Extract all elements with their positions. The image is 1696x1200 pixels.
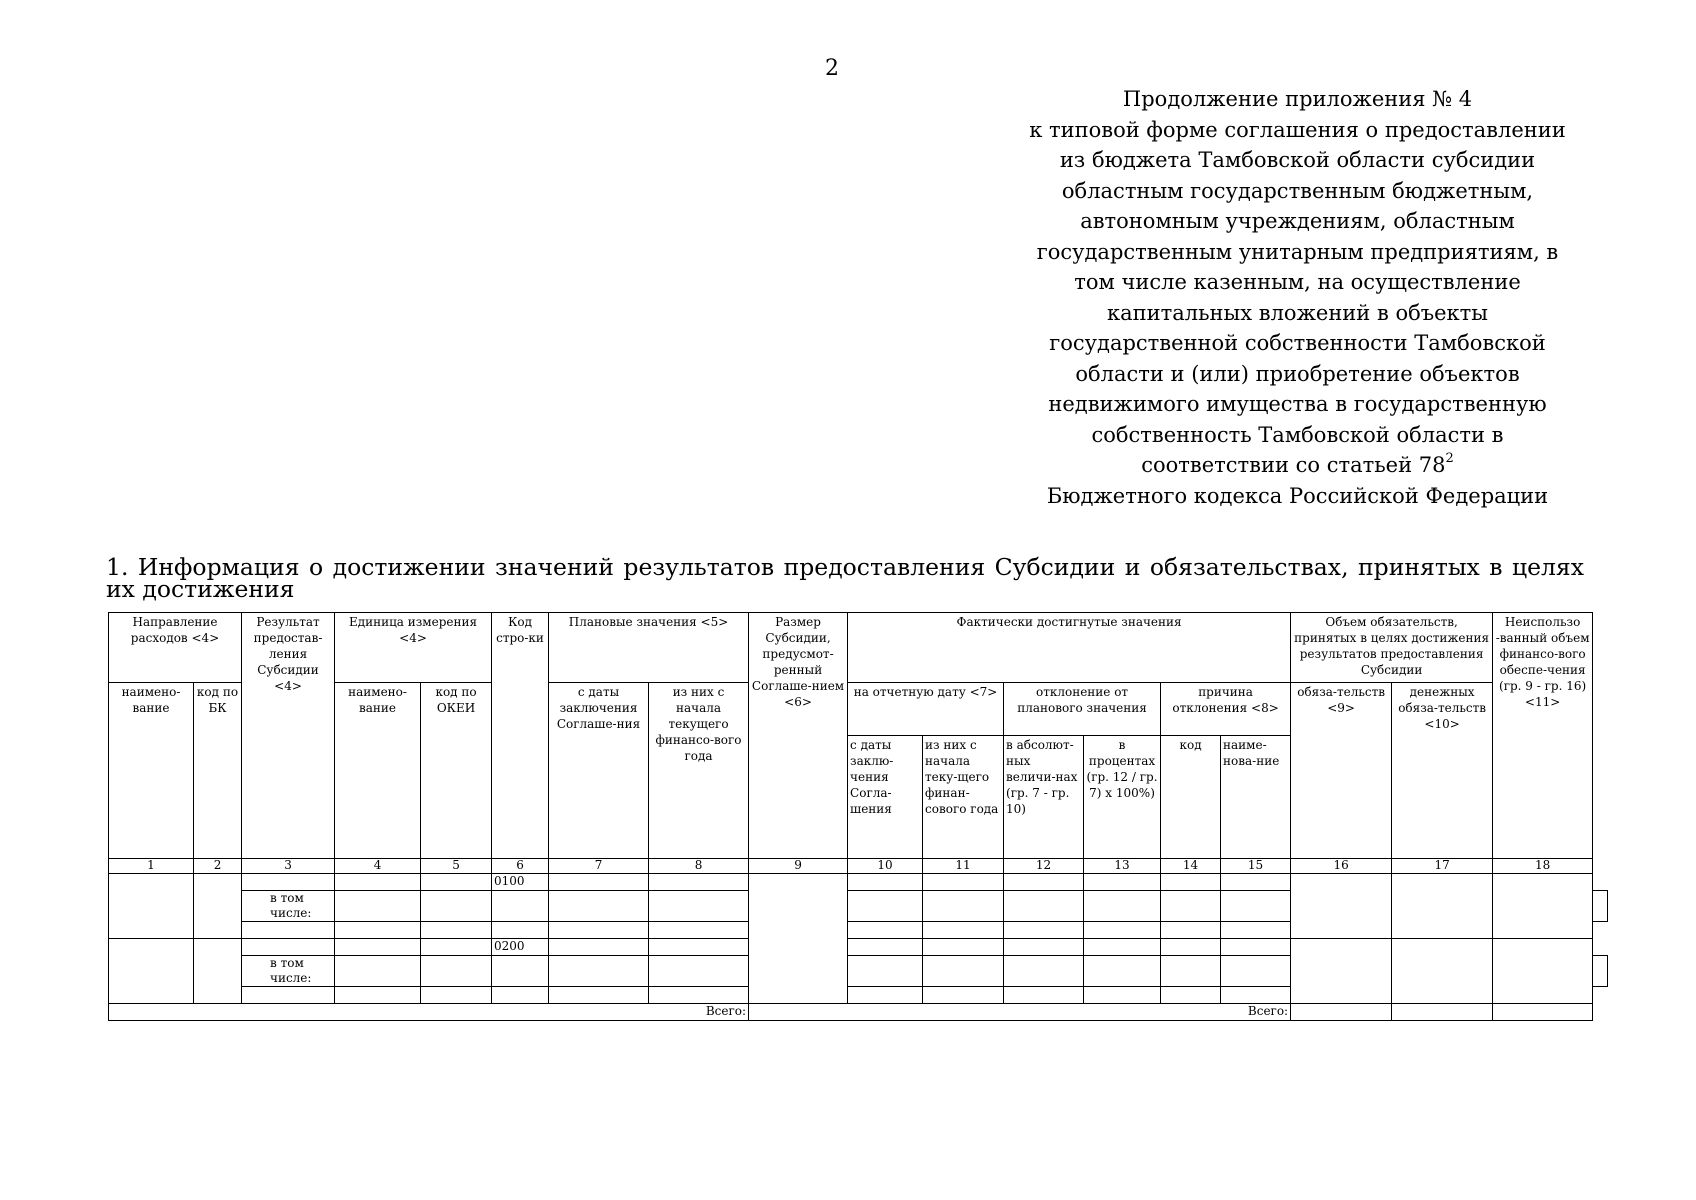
col-number: 8 (649, 859, 749, 874)
appendix-line: к типовой форме соглашения о предоставлении (1029, 117, 1566, 142)
header-rep-from: с даты заклю-чения Согла-шения (848, 736, 923, 859)
cell (492, 922, 549, 939)
appendix-line: Бюджетного кодекса Российской Федерации (1046, 483, 1549, 508)
cell (1084, 939, 1161, 956)
cell (1004, 956, 1084, 987)
cell (1084, 956, 1161, 987)
header-unit-code: код по ОКЕИ (421, 683, 492, 859)
achievement-table (108, 612, 1608, 1021)
header-abs: в абсолют-ных величи-нах (гр. 7 - гр. 10) (1004, 736, 1084, 859)
col-number: 17 (1392, 859, 1493, 874)
header-dir-code: код по БК (194, 683, 242, 859)
cell (492, 987, 549, 1004)
cell (649, 987, 749, 1004)
cell (335, 987, 421, 1004)
header-planned: Плановые значения <5> (549, 613, 749, 683)
col-number: 9 (749, 859, 848, 874)
cell (549, 874, 649, 891)
line-code-0100: 0100 (492, 874, 549, 891)
cell (1221, 987, 1291, 1004)
cell (1004, 922, 1084, 939)
header-pct: в процентах (гр. 12 / гр. 7) x 100%) (1084, 736, 1161, 859)
total-row (109, 1004, 1608, 1021)
cell (1291, 1004, 1392, 1021)
header-unit-name: наимено-вание (335, 683, 421, 859)
cell (848, 987, 923, 1004)
cell (421, 956, 492, 987)
cell (335, 956, 421, 987)
cell (649, 891, 749, 922)
cell (1004, 939, 1084, 956)
section-title: 1. Информация о достижении значений результатов предоставления Субсидии и обязательствах, принятых в целях их достижения (106, 553, 1584, 603)
header-plan-year: из них с начала текущего финансо-вого года (649, 683, 749, 859)
cell (421, 939, 492, 956)
cell (923, 891, 1004, 922)
cell (1291, 939, 1392, 1004)
including-label: в том числе: (242, 956, 335, 987)
col-number: 11 (923, 859, 1004, 874)
cell (492, 956, 549, 987)
header-direction: Направление расходов <4> (109, 613, 242, 683)
cell (335, 874, 421, 891)
cell (1221, 874, 1291, 891)
cell (649, 956, 749, 987)
appendix-line: автономным учреждениям, областным (1080, 209, 1515, 233)
cell (1004, 874, 1084, 891)
header-money: денежных обяза-тельств <10> (1392, 683, 1493, 859)
cell (1161, 922, 1221, 939)
appendix-line: области и (или) приобретение объектов (1075, 361, 1520, 386)
header-unused: Неиспользо -ванный объем финансо-вого обеспе-чения (гр. 9 - гр. 16) <11> (1493, 613, 1593, 859)
cell (1392, 1004, 1493, 1021)
cell (1084, 874, 1161, 891)
total-label-planned: Всего: (109, 1004, 749, 1021)
cell (242, 939, 335, 956)
header-result: Результат предостав-ления Субсидии <4> (242, 613, 335, 859)
header-obligations: Объем обязательств, принятых в целях достижения результатов предоставления Субсидии (1291, 613, 1493, 683)
col-number: 10 (848, 859, 923, 874)
col-number: 2 (194, 859, 242, 874)
header-report-date: на отчетную дату <7> (848, 683, 1004, 736)
header-reason-code: код (1161, 736, 1221, 859)
cell (923, 956, 1004, 987)
col-number: 7 (549, 859, 649, 874)
cell (848, 939, 923, 956)
cell (549, 939, 649, 956)
col-number: 16 (1291, 859, 1392, 874)
header-reason: причина отклонения <8> (1161, 683, 1291, 736)
cell (549, 891, 649, 922)
cell (1084, 891, 1161, 922)
header-obl: обяза-тельств <9> (1291, 683, 1392, 859)
table-row (109, 874, 1608, 891)
col-number: 18 (1493, 859, 1593, 874)
cell (923, 987, 1004, 1004)
cell (1593, 891, 1608, 922)
col-number: 3 (242, 859, 335, 874)
cell (242, 922, 335, 939)
total-label-actual: Всего: (749, 1004, 1291, 1021)
cell (1161, 939, 1221, 956)
cell (1493, 939, 1593, 1004)
cell (1221, 891, 1291, 922)
cell (923, 874, 1004, 891)
appendix-line-text: соответствии со статьей 78 (1141, 453, 1446, 477)
cell (242, 987, 335, 1004)
header-plan-from: с даты заключения Соглаше-ния (549, 683, 649, 859)
appendix-line: недвижимого имущества в государственную (1048, 392, 1547, 416)
cell (194, 874, 242, 939)
cell (1221, 939, 1291, 956)
cell (421, 874, 492, 891)
cell (649, 939, 749, 956)
cell (109, 939, 194, 1004)
cell (1221, 922, 1291, 939)
appendix-line: государственным унитарным предприятиям, в (1036, 239, 1559, 264)
article-superscript: 2 (1445, 451, 1454, 466)
col-number: 6 (492, 859, 549, 874)
col-number: 1 (109, 859, 194, 874)
cell (421, 891, 492, 922)
cell (1161, 987, 1221, 1004)
cell (1593, 956, 1608, 987)
table-row (109, 939, 1608, 956)
cell (649, 874, 749, 891)
cell (1493, 1004, 1593, 1021)
cell (923, 939, 1004, 956)
appendix-line: Продолжение приложения № 4 (1122, 87, 1473, 111)
cell (848, 922, 923, 939)
line-code-0200: 0200 (492, 939, 549, 956)
appendix-line: областным государственным бюджетным, (1061, 178, 1534, 203)
cell (1161, 874, 1221, 891)
cell (109, 874, 194, 939)
appendix-line: государственной собственности Тамбовской (1049, 331, 1546, 355)
col-number: 13 (1084, 859, 1161, 874)
cell (1291, 874, 1392, 939)
cell (923, 922, 1004, 939)
cell (749, 874, 848, 1004)
cell (194, 939, 242, 1004)
cell (421, 987, 492, 1004)
cell (1161, 956, 1221, 987)
cell (848, 956, 923, 987)
cell (549, 956, 649, 987)
appendix-header (1015, 84, 1580, 511)
cell (549, 922, 649, 939)
col-number: 15 (1221, 859, 1291, 874)
col-number: 5 (421, 859, 492, 874)
header-unit: Единица измерения <4> (335, 613, 492, 683)
page-number: 2 (825, 56, 839, 81)
appendix-line: из бюджета Тамбовской области субсидии (1059, 148, 1536, 172)
cell (1221, 956, 1291, 987)
cell (1493, 874, 1593, 939)
cell (1392, 874, 1493, 939)
cell (1004, 987, 1084, 1004)
cell (421, 922, 492, 939)
cell (335, 922, 421, 939)
cell (649, 922, 749, 939)
col-number: 12 (1004, 859, 1084, 874)
cell (1392, 939, 1493, 1004)
header-deviation: отклонение от планового значения (1004, 683, 1161, 736)
col-number: 14 (1161, 859, 1221, 874)
col-number: 4 (335, 859, 421, 874)
header-reason-name: наиме-нова-ние (1221, 736, 1291, 859)
header-line-code: Код стро-ки (492, 613, 549, 859)
appendix-line: том числе казенным, на осуществление (1074, 270, 1521, 294)
cell (335, 891, 421, 922)
cell (1084, 922, 1161, 939)
cell (492, 891, 549, 922)
cell (335, 939, 421, 956)
header-actual: Фактически достигнутые значения (848, 613, 1291, 683)
cell (848, 874, 923, 891)
cell (242, 874, 335, 891)
cell (848, 891, 923, 922)
header-dir-name: наимено-вание (109, 683, 194, 859)
including-label: в том числе: (242, 891, 335, 922)
cell (1161, 891, 1221, 922)
cell (1004, 891, 1084, 922)
appendix-line: капитальных вложений в объекты (1106, 300, 1489, 325)
appendix-line: собственность Тамбовской области в (1091, 422, 1504, 447)
cell (549, 987, 649, 1004)
cell (1084, 987, 1161, 1004)
appendix-line (1015, 450, 1580, 481)
header-rep-year: из них с начала теку-щего финан-сового года (923, 736, 1004, 859)
header-subsidy-size: Размер Субсидии, предусмот-ренный Соглаше-нием <6> (749, 613, 848, 859)
